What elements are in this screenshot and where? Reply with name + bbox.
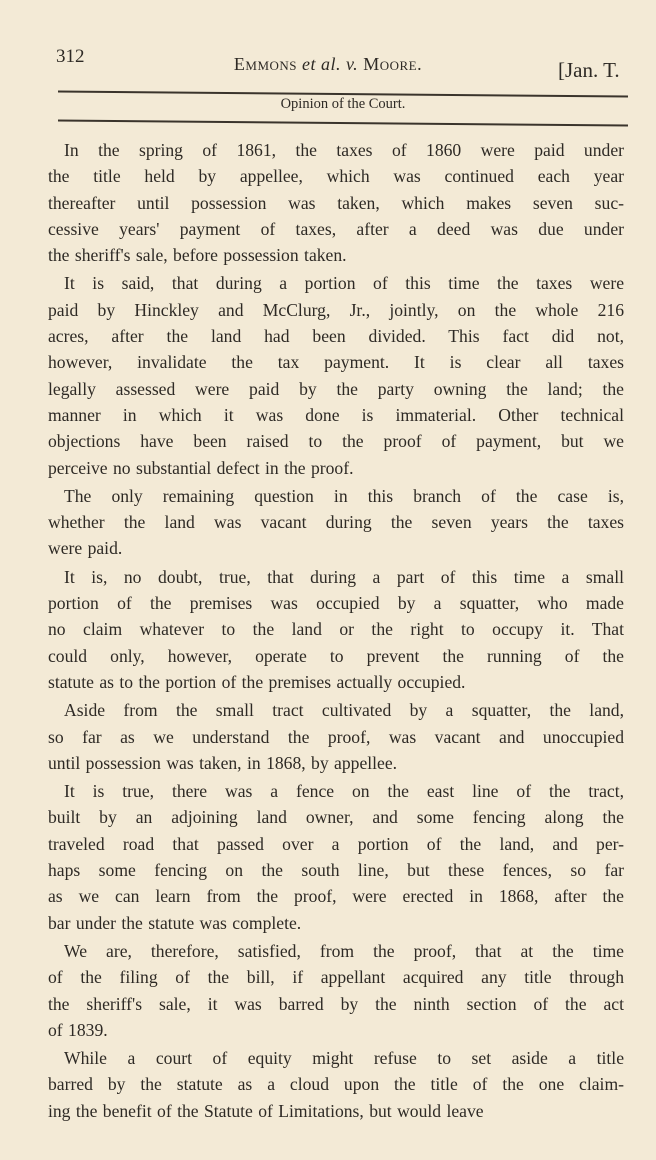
text-line: We are, therefore, satisfied, from the proof, that at the time	[64, 940, 624, 961]
paragraph	[48, 137, 624, 268]
title-party-1: Emmons	[233, 54, 298, 74]
paragraph	[48, 483, 624, 562]
text-line: objections have been raised to the proof of payment, but we	[48, 431, 624, 452]
text-line: bar under the statute was complete.	[48, 912, 302, 933]
text-line: ing the benefit of the Statute of Limitations, but would leave	[48, 1100, 484, 1121]
text-line: It is said, that during a portion of this time the taxes were	[64, 273, 624, 294]
text-line: thereafter until possession was taken, which makes seven suc-	[48, 192, 624, 213]
opinion-body	[48, 137, 624, 1126]
title-et-al: et al.	[302, 54, 342, 74]
text-line: It is, no doubt, true, that during a part of this time a small	[64, 566, 624, 587]
text-line: could only, however, operate to prevent the running of the	[48, 645, 624, 666]
text-line: Aside from the small tract cultivated by a squatter, the land,	[64, 700, 624, 721]
text-line: no claim whatever to the land or the right to occupy it. That	[48, 619, 624, 640]
text-line: whether the land was vacant during the seven years the taxes	[48, 512, 624, 533]
paragraph	[48, 697, 624, 776]
title-party-2: Moore.	[363, 54, 423, 74]
text-line: the title held by appellee, which was continued each year	[48, 166, 624, 187]
text-line: perceive no substantial defect in the proof.	[48, 457, 354, 478]
text-line: however, invalidate the tax payment. It is clear all taxes	[48, 352, 624, 373]
text-line: barred by the statute as a cloud upon the title of the one claim-	[48, 1074, 624, 1095]
text-line: legally assessed were paid by the party owning the land; the	[48, 378, 624, 399]
paragraph	[48, 564, 624, 695]
text-line: cessive years' payment of taxes, after a deed was due under	[48, 218, 624, 239]
text-line: paid by Hinckley and McClurg, Jr., jointly, on the whole 216	[48, 299, 624, 320]
text-line: the sheriff's sale, it was barred by the ninth section of the act	[48, 993, 624, 1014]
text-line: portion of the premises was occupied by a squatter, who made	[48, 593, 624, 614]
text-line: manner in which it was done is immaterial. Other technical	[48, 404, 624, 425]
text-line: statute as to the portion of the premises actually occupied.	[48, 671, 466, 692]
title-versus: v.	[346, 54, 359, 74]
text-line: the sheriff's sale, before possession taken.	[48, 245, 347, 266]
paragraph	[48, 778, 624, 936]
text-line: until possession was taken, in 1868, by appellee.	[48, 752, 398, 773]
text-line: so far as we understand the proof, was vacant and unoccupied	[48, 726, 624, 747]
paragraph	[48, 938, 624, 1043]
page-number: 312	[56, 46, 85, 67]
text-line: were paid.	[48, 538, 123, 559]
term-label: [Jan. T.	[558, 58, 620, 82]
text-line: acres, after the land had been divided. This fact did not,	[48, 326, 624, 347]
text-line: traveled road that passed over a portion of the land, and per-	[48, 833, 624, 854]
text-line: built by an adjoining land owner, and some fencing along the	[48, 807, 624, 828]
text-line: While a court of equity might refuse to set aside a title	[64, 1048, 624, 1069]
paragraph	[48, 1045, 624, 1124]
text-line: haps some fencing on the south line, but these fences, so far	[48, 860, 624, 881]
paragraph	[48, 270, 624, 480]
text-line: of 1839.	[48, 1019, 108, 1040]
text-line: of the filing of the bill, if appellant acquired any title through	[48, 967, 624, 988]
text-line: as we can learn from the proof, were erected in 1868, after the	[48, 886, 624, 907]
section-heading: Opinion of the Court.	[280, 96, 406, 112]
text-line: In the spring of 1861, the taxes of 1860 were paid under	[64, 140, 624, 160]
text-line: It is true, there was a fence on the east line of the tract,	[64, 781, 624, 802]
text-line: The only remaining question in this branch of the case is,	[64, 485, 624, 506]
header-rule-bottom	[58, 120, 628, 127]
